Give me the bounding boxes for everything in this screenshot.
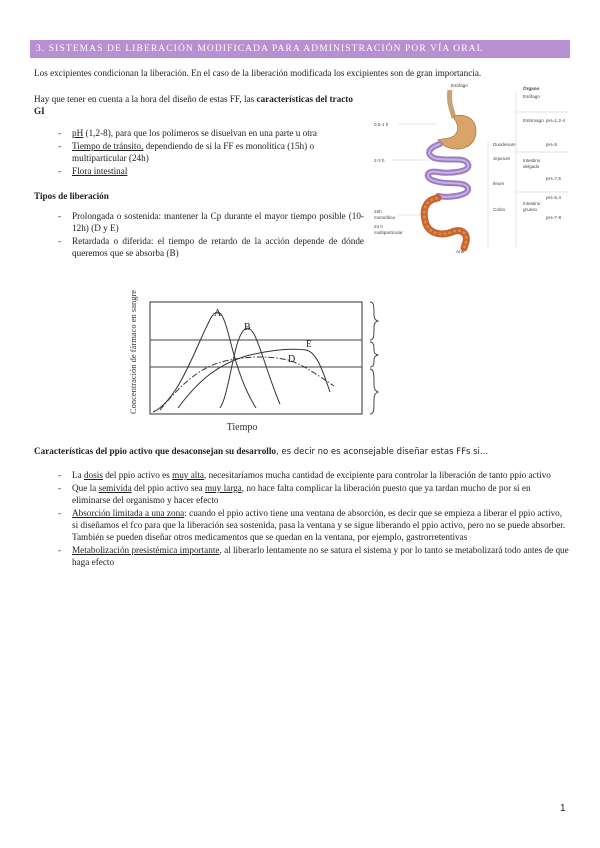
lead-bold: características del tracto GI bbox=[34, 94, 353, 117]
time-label: 0,5-1 h bbox=[374, 122, 389, 127]
y-axis-label: Concentración de fármaco en sangre bbox=[128, 289, 138, 415]
characteristics-heading: Características del ppio activo que desaconsejan su desarrollo, es decir no es aconsejable diseñar estas FFs si… bbox=[34, 446, 489, 457]
curve-label-b: B bbox=[244, 322, 251, 333]
list-item: - Que la semivida del ppio activo sea muy larga, no hace falta complicar la liberación puesto que ya tardan mucho de por sí en eliminarse del organismo y hacer efecto bbox=[34, 483, 570, 507]
tipos-heading: Tipos de liberación bbox=[34, 191, 109, 201]
organ-label: Colon bbox=[493, 207, 506, 212]
list-item: - Absorción limitada a una zona: cuando el ppio activo tiene una ventana de absorción, es decir que se empieza a liberar el ppio activo, si diseñamos el fco para que la liberación sea sostenida, pasa la ventana y se sigue liberando el ppio activo, pero no se puede absorber. También se pueden diseñar otros medicamentos que se quedan en la ventana, por ejemplo, gastrorretentivas bbox=[34, 508, 570, 544]
ph-label: pH=7-8 bbox=[546, 215, 562, 220]
section-header: 3. SISTEMAS DE LIBERACIÓN MODIFICADA PARA ADMINISTRACIÓN POR VÍA ORAL bbox=[30, 40, 570, 58]
organ-label: Duodenum bbox=[493, 142, 516, 147]
list-item: - pH (1,2-8), para que los polímeros se disuelvan en una parte u otra bbox=[34, 128, 364, 140]
organ-label: Estómago bbox=[523, 118, 544, 123]
gi-characteristics-list bbox=[34, 128, 364, 179]
organ-label: Intestino bbox=[523, 201, 541, 206]
list-item: - Flora intestinal bbox=[34, 166, 364, 178]
time-label: monolítica bbox=[374, 215, 395, 220]
list-item: - La dosis del ppio activo es muy alta, necesitaríamos mucha cantidad de excipiente para controlar la liberación de tanto ppio activo bbox=[34, 470, 570, 482]
list-item: - Tiempo de tránsito, dependiendo de si la FF es monolítica (15h) o multiparticular (24h) bbox=[34, 141, 364, 165]
gi-tract-figure bbox=[368, 82, 568, 257]
organ-label: Jejunum bbox=[493, 156, 511, 161]
curve-label-d: D bbox=[288, 354, 296, 365]
lead-paragraph bbox=[34, 93, 364, 118]
characteristics-list bbox=[34, 470, 570, 570]
concentration-time-chart bbox=[120, 280, 390, 438]
handwritten-note: , es decir no es aconsejable diseñar estas FFs si… bbox=[276, 447, 489, 457]
time-label: multiparticular bbox=[374, 230, 403, 235]
page-number: 1 bbox=[560, 803, 566, 814]
organ-label: grueso bbox=[523, 207, 538, 212]
ph-label: pH=5 bbox=[546, 142, 558, 147]
x-axis-label: Tiempo bbox=[226, 422, 258, 433]
time-label: 15h bbox=[374, 209, 382, 214]
bottom-label: Ano bbox=[456, 249, 465, 254]
tipos-list bbox=[34, 211, 364, 261]
organ-label: Esófago bbox=[523, 94, 540, 99]
organ-label: Ileum bbox=[493, 181, 505, 186]
intro-paragraph: Los excipientes condicionan la liberación. En el caso de la liberación modificada los excipientes son de gran importancia. bbox=[34, 68, 482, 78]
curve-label-a: A bbox=[214, 308, 222, 319]
curve-label-e: E bbox=[306, 339, 312, 349]
time-label: 2-3 h bbox=[374, 158, 385, 163]
organ-label: Intestino bbox=[523, 158, 541, 163]
list-item: - Metabolización presistémica importante, al liberarlo lentamente no se satura el sistema y por lo tanto se metabolizará todo antes de que haga efecto bbox=[34, 545, 570, 569]
ph-label: pH=1,2-4 bbox=[546, 118, 566, 123]
top-label: Esófago bbox=[451, 83, 468, 88]
ph-label: pH=7,5 bbox=[546, 176, 561, 181]
organ-label: delgado bbox=[523, 164, 540, 169]
list-item: - Retardada o diferida: el tiempo de retardo de la acción depende de dónde queremos que se absorba (B) bbox=[34, 236, 364, 260]
time-label: 24 h bbox=[374, 224, 383, 229]
organ-header: Órgano bbox=[523, 86, 540, 91]
list-item: - Prolongada o sostenida: mantener la Cp durante el mayor tiempo posible (10-12h) (D y E) bbox=[34, 211, 364, 235]
ph-label: pH=6,4 bbox=[546, 195, 561, 200]
lead-text: Hay que tener en cuenta a la hora del diseño de estas FF, las bbox=[34, 94, 257, 104]
